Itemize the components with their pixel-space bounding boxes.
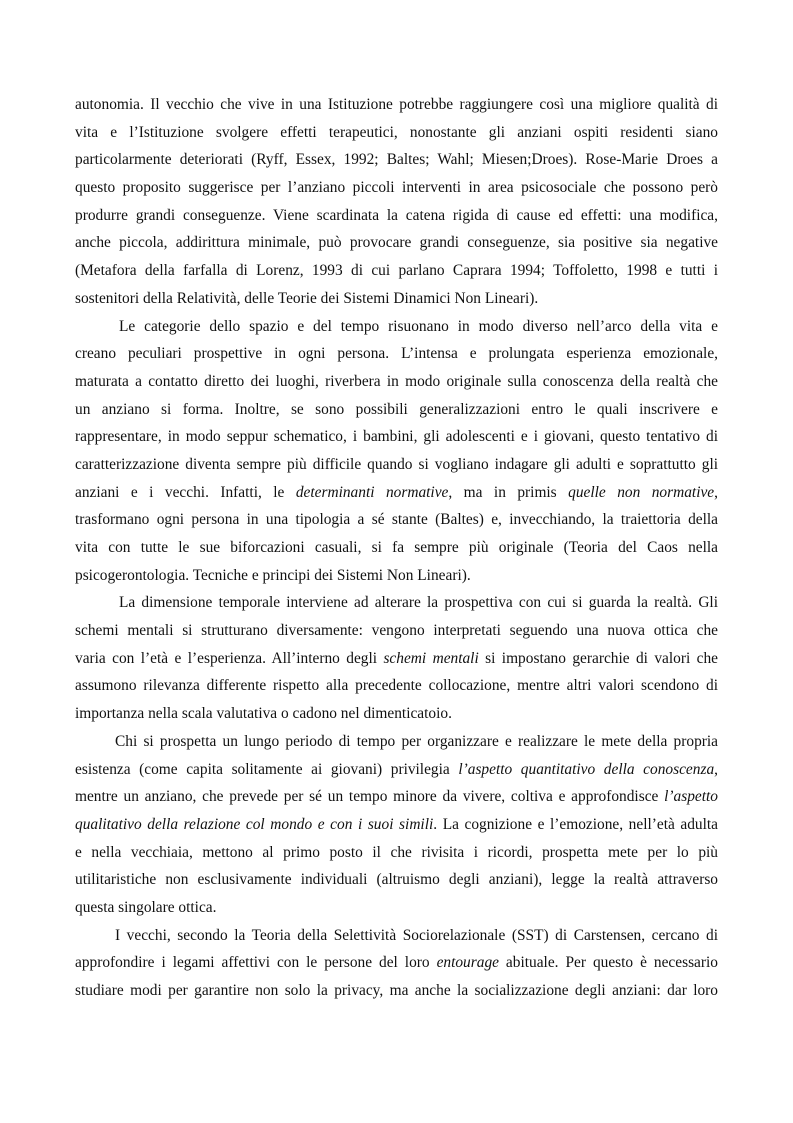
text-line <box>75 229 718 257</box>
text-segment: creano peculiari prospettive in ogni persona. L’intensa e prolungata esperienza emozionale, <box>75 345 718 363</box>
text-line <box>75 949 718 977</box>
text-segment: approfondire i legami affettivi con le persone del loro <box>75 954 437 972</box>
text-segment: questo proposito suggerisce per l’anziano piccoli interventi in area psicosociale che possono però <box>75 179 718 197</box>
text-segment: esistenza (come capita solitamente ai giovani) privilegia <box>75 760 459 778</box>
text-line <box>75 368 718 396</box>
text-line <box>75 700 718 728</box>
text-segment: rappresentare, in modo seppur schematico, i bambini, gli adolescenti e i giovani, questo tentativo di <box>75 428 718 446</box>
text-segment: Le categorie dello spazio e del tempo risuonano in modo diverso nell’arco della vita e <box>119 317 718 335</box>
text-line <box>75 894 718 922</box>
text-segment: questa singolare ottica. <box>75 898 217 916</box>
text-segment: (Metafora della farfalla di Lorenz, 1993 di cui parlano Caprara 1994; Toffoletto, 1998 e tutti i <box>75 262 718 280</box>
text-segment: assumono rilevanza differente rispetto alla precedente collocazione, mentre altri valori scendono di <box>75 677 718 695</box>
text-segment: produrre grandi conseguenze. Viene scardinata la catena rigida di cause ed effetti: una modifica, <box>75 206 718 224</box>
text-line <box>75 396 718 424</box>
text-line <box>75 479 718 507</box>
text-line <box>75 672 718 700</box>
text-segment: I vecchi, secondo la Teoria della Selettività Sociorelazionale (SST) di Carstensen, cercano di <box>115 926 718 944</box>
italic-text: entourage <box>436 954 499 972</box>
text-segment: vita e l’Istituzione svolgere effetti terapeutici, nonostante gli anziani ospiti residenti siano <box>75 123 718 141</box>
text-line <box>75 839 718 867</box>
paragraph <box>75 91 718 313</box>
text-line <box>75 423 718 451</box>
text-segment: mentre un anziano, che prevede per sé un tempo minore da vivere, coltiva e approfondisce <box>75 788 665 806</box>
text-segment: importanza nella scala valutativa o cadono nel dimenticatoio. <box>75 705 452 723</box>
text-segment: . La cognizione e l’emozione, nell’età adulta <box>433 815 718 833</box>
text-segment: caratterizzazione diventa sempre più difficile quando si vogliano indagare gli adulti e soprattutto gli <box>75 455 718 473</box>
text-line <box>75 91 718 119</box>
text-line <box>75 340 718 368</box>
paragraph <box>75 728 718 922</box>
italic-text: l’aspetto <box>664 788 718 806</box>
text-line <box>75 922 718 950</box>
text-segment: trasformano ogni persona in una tipologia a sé stante (Baltes) e, invecchiando, la traiettoria della <box>75 511 718 529</box>
italic-text: schemi mentali <box>383 649 479 667</box>
text-segment: vita con tutte le sue biforcazioni casuali, si fa sempre più originale (Teoria del Caos nella <box>75 539 718 556</box>
document-body <box>75 91 718 1005</box>
text-line <box>75 451 718 479</box>
text-segment: anche piccola, addirittura minimale, può provocare grandi conseguenze, sia positive sia negative <box>75 234 718 252</box>
italic-text: quelle non normative <box>568 483 715 501</box>
text-segment: e nella vecchiaia, mettono al primo posto il che rivisita i ricordi, prospetta mete per lo più <box>75 843 718 861</box>
text-line <box>75 977 718 1005</box>
text-line <box>75 119 718 147</box>
italic-text: l’aspetto quantitativo della conoscenza <box>458 760 715 778</box>
text-line <box>75 617 718 645</box>
text-segment: maturata a contatto diretto dei luoghi, riverbera in modo originale sulla conoscenza della realtà che <box>75 372 718 390</box>
text-segment: autonomia. Il vecchio che vive in una Istituzione potrebbe raggiungere così una migliore qualità di <box>75 96 718 113</box>
text-line <box>75 811 718 839</box>
text-segment: , ma in primis <box>448 483 569 501</box>
text-segment: particolarmente deteriorati (Ryff, Essex, 1992; Baltes; Wahl; Miesen;Droes). Rose-Marie Droes a <box>75 151 718 169</box>
text-line <box>75 313 718 341</box>
text-line <box>75 756 718 784</box>
text-segment: abituale. Per questo è necessario <box>498 954 718 972</box>
text-segment: varia con l’età e l’esperienza. All’interno degli <box>75 649 384 667</box>
text-line <box>75 202 718 230</box>
text-line <box>75 866 718 894</box>
text-segment: anziani e i vecchi. Infatti, le <box>75 483 296 501</box>
text-segment: La dimensione temporale interviene ad alterare la prospettiva con cui si guarda la realtà. Gli <box>119 594 718 612</box>
text-line <box>75 285 718 313</box>
text-line <box>75 728 718 756</box>
text-segment: un anziano si forma. Inoltre, se sono possibili generalizzazioni entro le quali inscrivere e <box>75 400 718 418</box>
text-segment: si impostano gerarchie di valori che <box>478 649 718 667</box>
text-line <box>75 257 718 285</box>
text-segment: psicogerontologia. Tecniche e principi dei Sistemi Non Lineari). <box>75 566 471 584</box>
text-segment: schemi mentali si strutturano diversamente: vengono interpretati seguendo una nuova ottica che <box>75 622 718 640</box>
text-line <box>75 146 718 174</box>
text-line <box>75 506 718 534</box>
text-segment: sostenitori della Relatività, delle Teorie dei Sistemi Dinamici Non Lineari). <box>75 289 539 307</box>
text-line <box>75 562 718 590</box>
italic-text: qualitativo della relazione col mondo e con i suoi simili <box>75 815 434 833</box>
italic-text: determinanti normative <box>295 483 449 501</box>
text-segment: utilitaristiche non esclusivamente individuali (altruismo degli anziani), legge la realtà attraverso <box>75 871 718 889</box>
text-segment: studiare modi per garantire non solo la privacy, ma anche la socializzazione degli anziani: dar loro <box>75 982 718 999</box>
text-segment: , <box>714 483 718 501</box>
text-line <box>75 589 718 617</box>
text-line <box>75 174 718 202</box>
text-segment: , <box>714 760 718 778</box>
paragraph <box>75 313 718 590</box>
paragraph <box>75 922 718 1005</box>
text-line <box>75 645 718 673</box>
text-line <box>75 534 718 562</box>
text-line <box>75 783 718 811</box>
text-segment: Chi si prospetta un lungo periodo di tempo per organizzare e realizzare le mete della propria <box>115 732 718 750</box>
paragraph <box>75 589 718 727</box>
